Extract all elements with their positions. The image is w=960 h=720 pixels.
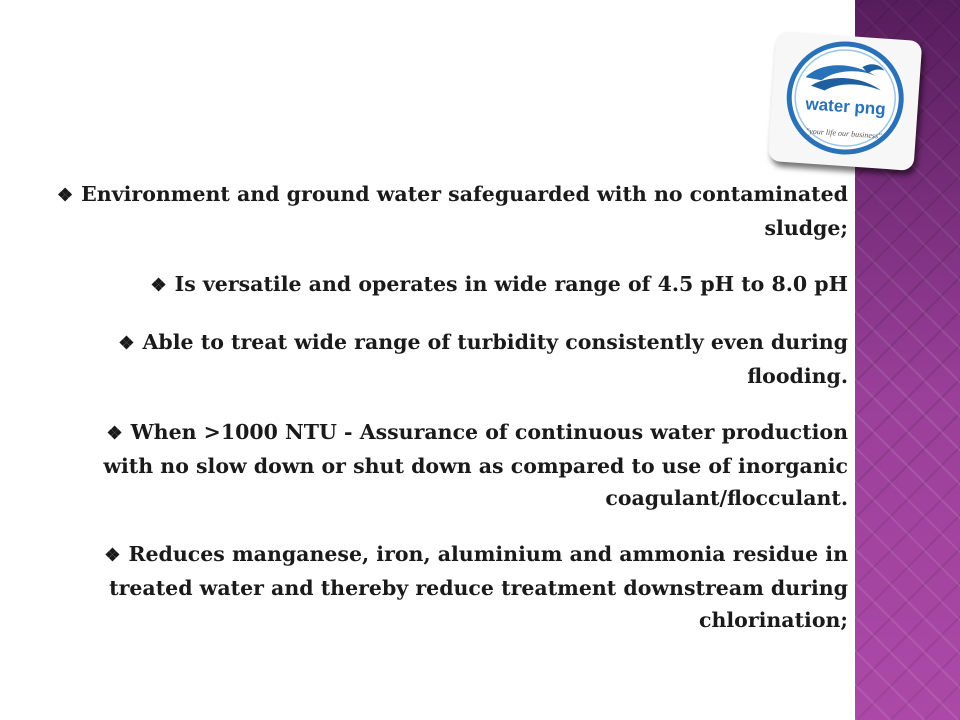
logo-slogan: "your life our business" [805,126,882,141]
bullet-text: When >1000 NTU - Assurance of continuous water production with no slow down or shut down as compared to use of inorganic coagulant/flocculant. [103,420,848,510]
diamond-bullet-icon: ❖ [118,333,135,354]
bullet-item [52,538,848,636]
diamond-bullet-icon: ❖ [57,185,74,206]
diamond-bullet-icon: ❖ [104,545,121,566]
bullet-item [52,416,848,514]
bullet-text: Able to treat wide range of turbidity consistently even during flooding. [142,330,848,388]
logo-graphic [768,31,923,171]
bullet-text: Reduces manganese, iron, aluminium and ammonia residue in treated water and thereby reduce treatment downstream during chlorination; [109,542,848,632]
bullet-text: Is versatile and operates in wide range of 4.5 pH to 8.0 pH [174,272,848,296]
bullet-text: Environment and ground water safeguarded with no contaminated sludge; [81,182,848,240]
bullet-item [52,268,848,302]
diamond-bullet-icon: ❖ [150,275,167,296]
bullet-list [52,178,848,660]
logo-name: water png [804,94,887,119]
diamond-bullet-icon: ❖ [106,423,123,444]
bullet-item [52,326,848,392]
water-png-logo [768,31,923,171]
bullet-item [52,178,848,244]
